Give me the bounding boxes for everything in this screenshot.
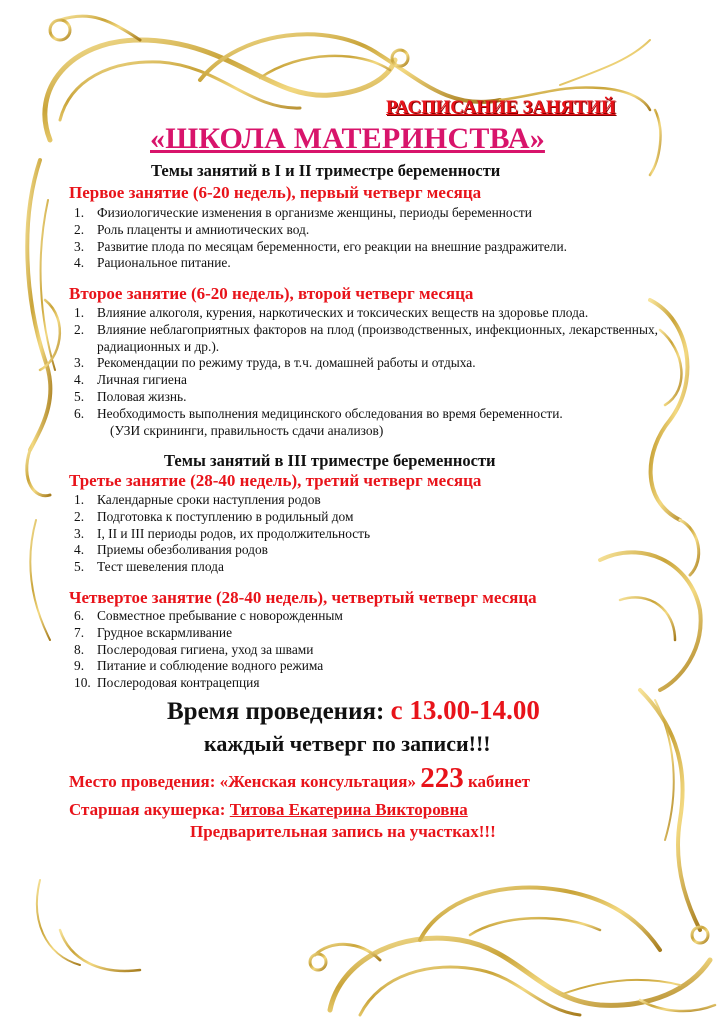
list-item xyxy=(74,222,634,239)
item-text: Половая жизнь. xyxy=(97,388,187,404)
section2-heading: Темы занятий в III триместре беременности xyxy=(164,451,496,470)
school-title: «ШКОЛА МАТЕРИНСТВА» xyxy=(150,122,545,155)
item-number: 2. xyxy=(74,221,85,237)
item-text: Роль плаценты и амниотических вод. xyxy=(97,221,310,237)
list-item xyxy=(74,406,658,423)
item-text: Подготовка к поступлению в родильный дом xyxy=(97,508,354,524)
item-text: Необходимость выполнения медицинского обследования во время беременности. xyxy=(97,405,563,421)
item-text: Влияние неблагоприятных факторов на плод (производственных, инфекционных, лекарственных, радиационных и др.). xyxy=(97,321,658,354)
schedule-title: РАСПИСАНИЕ ЗАНЯТИЙ xyxy=(386,97,616,118)
list-item xyxy=(74,625,634,642)
list-item xyxy=(74,492,634,509)
lesson3-list xyxy=(74,492,634,576)
item-number: 2. xyxy=(74,508,85,524)
place-label: Место проведения: «Женская консультация» xyxy=(69,772,421,791)
item-number: 2. xyxy=(74,321,85,337)
list-item xyxy=(74,658,634,675)
item-text: Развитие плода по месяцам беременности, его реакции на внешние раздражители. xyxy=(97,238,567,254)
list-item xyxy=(74,526,634,543)
item-text: Питание и соблюдение водного режима xyxy=(97,658,324,674)
list-item xyxy=(74,642,634,659)
item-number: 3. xyxy=(74,355,85,371)
item-number: 3. xyxy=(74,525,85,541)
item-text: Послеродовая гигиена, уход за швами xyxy=(97,641,314,657)
item-number: 4. xyxy=(74,255,85,271)
list-item xyxy=(74,305,658,322)
preregistration-note: Предварительная запись на участках!!! xyxy=(190,822,496,841)
time-value: с 13.00-14.00 xyxy=(390,695,540,725)
item-number: 5. xyxy=(74,559,85,575)
item-number: 7. xyxy=(74,624,85,640)
list-item xyxy=(74,322,658,356)
lesson3-title: Третье занятие (28-40 недель), третий четверг месяца xyxy=(69,471,482,490)
item-number: 1. xyxy=(74,205,85,220)
midwife-label: Старшая акушерка: xyxy=(69,800,230,819)
item-number: 4. xyxy=(74,542,85,558)
lesson1-list xyxy=(74,205,634,272)
item-note: (УЗИ скрининги, правильность сдачи анализов) xyxy=(110,422,384,438)
list-item-note xyxy=(74,423,658,440)
item-text: Совместное пребывание с новорожденным xyxy=(97,608,343,623)
item-number: 5. xyxy=(74,388,85,404)
list-item xyxy=(74,559,634,576)
item-text: Рациональное питание. xyxy=(97,255,231,271)
list-item xyxy=(74,389,658,406)
item-number: 1. xyxy=(74,305,85,320)
list-item xyxy=(74,239,634,256)
item-number: 3. xyxy=(74,238,85,254)
item-text: Грудное вскармливание xyxy=(97,624,233,640)
lesson4-title: Четвертое занятие (28-40 недель), четвертый четверг месяца xyxy=(69,588,537,607)
list-item xyxy=(74,542,634,559)
item-text: Влияние алкоголя, курения, наркотических и токсических веществ на здоровье плода. xyxy=(97,305,589,320)
place-suffix: кабинет xyxy=(463,772,531,791)
item-text: Личная гигиена xyxy=(97,372,187,388)
room-number: 223 xyxy=(420,762,464,794)
list-item xyxy=(74,608,634,625)
time-label: Время проведения: xyxy=(167,698,391,725)
item-text: Физиологические изменения в организме женщины, периоды беременности xyxy=(97,205,532,220)
item-text: Календарные сроки наступления родов xyxy=(97,492,321,507)
list-item xyxy=(74,509,634,526)
item-number: 9. xyxy=(74,658,85,674)
time-line xyxy=(167,695,540,726)
list-item xyxy=(74,372,658,389)
item-text: I, II и III периоды родов, их продолжительность xyxy=(97,525,371,541)
item-text: Приемы обезболивания родов xyxy=(97,542,268,558)
item-number: 10. xyxy=(74,675,91,691)
midwife-name: Титова Екатерина Викторовна xyxy=(229,800,468,819)
lesson2-list xyxy=(74,305,658,439)
lesson4-list xyxy=(74,608,634,692)
section1-heading: Темы занятий в I и II триместре беременности xyxy=(151,161,501,180)
list-item xyxy=(74,205,634,222)
item-text: Послеродовая контрацепция xyxy=(97,675,260,691)
item-number: 1. xyxy=(74,492,85,507)
item-number: 8. xyxy=(74,641,85,657)
lesson2-title: Второе занятие (6-20 недель), второй четверг месяца xyxy=(69,284,474,303)
midwife-line xyxy=(69,800,468,820)
item-number: 4. xyxy=(74,372,85,388)
place-line xyxy=(69,762,530,795)
item-text: Тест шевеления плода xyxy=(97,559,224,575)
item-text: Рекомендации по режиму труда, в т.ч. домашней работы и отдыха. xyxy=(97,355,476,371)
item-number: 6. xyxy=(74,405,85,421)
lesson1-title: Первое занятие (6-20 недель), первый четверг месяца xyxy=(69,183,482,202)
item-number: 6. xyxy=(74,608,85,623)
list-item xyxy=(74,255,634,272)
list-item xyxy=(74,355,658,372)
list-item xyxy=(74,675,634,692)
every-thursday: каждый четверг по записи!!! xyxy=(204,731,491,756)
